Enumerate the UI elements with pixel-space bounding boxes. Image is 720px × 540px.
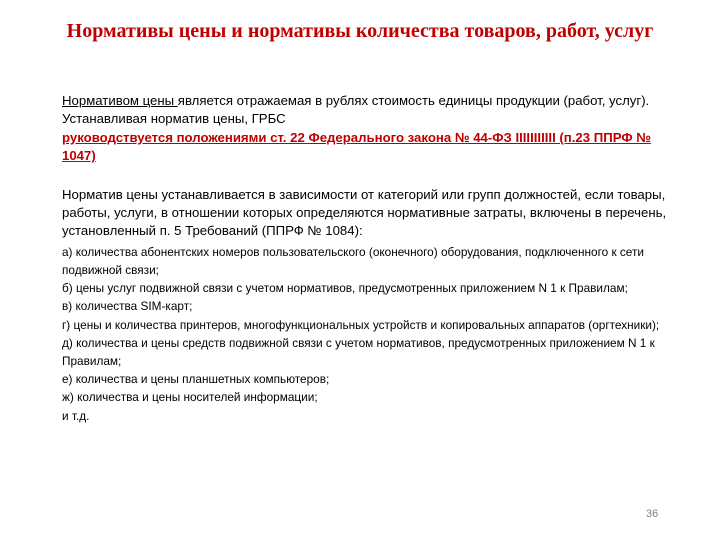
slide-page-number: 36 xyxy=(646,508,659,520)
list-item: е) количества и цены планшетных компьютеров; xyxy=(62,372,330,387)
list-item: ж) количества и цены носителей информации; xyxy=(62,390,318,405)
law-reference: руководствуется положениями ст. 22 Федерального закона № 44-ФЗ IIIIIIIIIII (п.23 ППРФ № 1047) xyxy=(62,129,651,164)
list-item: и т.д. xyxy=(62,408,90,423)
slide-title: Нормативы цены и нормативы количества товаров, работ, услуг xyxy=(66,20,654,42)
norm-paragraph: Норматив цены устанавливается в зависимости от категорий или групп должностей, если товары, работы, услуги, в отношении которых определяются нормативные затраты, включены в перечень, установленный п. 5 Требований (ППРФ № 1084): xyxy=(62,186,667,239)
criteria-list xyxy=(62,243,682,425)
list-item: а) количества абонентских номеров пользовательского (оконечного) оборудования, подключенного к сети подвижной связи; xyxy=(62,244,644,278)
definition-text: является отражаемая в рублях стоимость единицы продукции (работ, услуг). xyxy=(177,93,650,108)
term-norm-price: Нормативом цены xyxy=(62,93,178,108)
setting-text: Устанавливая норматив цены, ГРБС xyxy=(62,111,286,127)
intro-block xyxy=(62,92,682,166)
list-item: д) количества и цены средств подвижной связи с учетом нормативов, предусмотренных приложением N 1 к Правилам; xyxy=(62,335,655,369)
list-item: в) количества SIM-карт; xyxy=(62,299,193,314)
slide-content xyxy=(62,92,682,425)
list-item: б) цены услуг подвижной связи с учетом нормативов, предусмотренных приложением N 1 к Правилам; xyxy=(62,281,628,296)
list-item: г) цены и количества принтеров, многофункциональных устройств и копировальных аппаратов (оргтехники); xyxy=(62,317,660,332)
